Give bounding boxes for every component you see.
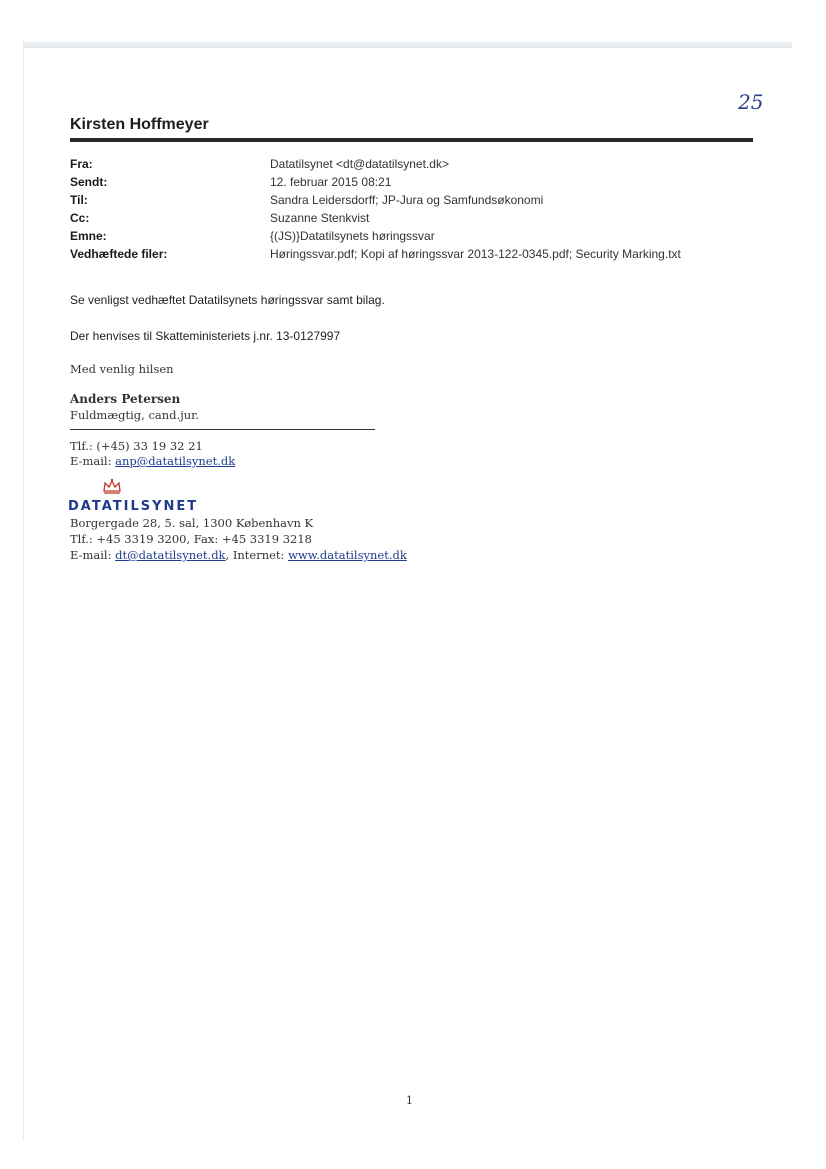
- signature-name: Anders Petersen: [70, 392, 181, 406]
- signature-greeting: Med venlig hilsen: [70, 362, 174, 376]
- header-value: {(JS)}Datatilsynets høringssvar: [270, 229, 435, 243]
- handwritten-page-mark: 25: [738, 90, 764, 114]
- header-row-sent: [70, 173, 760, 191]
- org-contact-line: [70, 548, 407, 562]
- header-label: Til:: [70, 193, 88, 207]
- email-headers: [70, 155, 760, 263]
- header-row-to: [70, 191, 760, 209]
- email-link[interactable]: anp@datatilsynet.dk: [115, 454, 236, 468]
- scan-edge: [23, 40, 24, 1140]
- header-row-from: [70, 155, 760, 173]
- header-row-subject: [70, 227, 760, 245]
- org-phone-fax: Tlf.: +45 3319 3200, Fax: +45 3319 3218: [70, 532, 312, 546]
- scan-strip: [24, 42, 792, 48]
- org-address: Borgergade 28, 5. sal, 1300 København K: [70, 516, 314, 530]
- org-website-link[interactable]: www.datatilsynet.dk: [288, 548, 407, 562]
- header-label: Vedhæftede filer:: [70, 247, 168, 261]
- header-rule: [70, 138, 753, 142]
- header-value: 12. februar 2015 08:21: [270, 175, 392, 189]
- header-value: Suzanne Stenkvist: [270, 211, 370, 225]
- org-email-link[interactable]: dt@datatilsynet.dk: [115, 548, 226, 562]
- email-label: E-mail:: [70, 454, 116, 468]
- page-number: 1: [406, 1094, 413, 1107]
- signature-email-line: [70, 454, 235, 468]
- header-row-attachments: [70, 245, 760, 263]
- header-label: Emne:: [70, 229, 107, 243]
- org-logo: DATATILSYNET: [68, 499, 199, 514]
- header-label: Cc:: [70, 211, 90, 225]
- sender-name: Kirsten Hoffmeyer: [70, 116, 209, 133]
- attachment-list: Høringssvar.pdf; Kopi af høringssvar 2013-122-0345.pdf; Security Marking.txt: [270, 247, 681, 261]
- crown-icon: [102, 478, 122, 494]
- body-paragraph: Der henvises til Skatteministeriets j.nr. 13-0127997: [70, 329, 341, 343]
- header-value: Datatilsynet <dt@datatilsynet.dk>: [270, 157, 449, 171]
- header-row-cc: [70, 209, 760, 227]
- signature-rule: [70, 429, 375, 430]
- org-internet-label: , Internet:: [225, 548, 289, 562]
- header-label: Sendt:: [70, 175, 108, 189]
- org-email-label: E-mail:: [70, 548, 116, 562]
- body-paragraph: Se venligst vedhæftet Datatilsynets høringssvar samt bilag.: [70, 293, 385, 307]
- header-value: Sandra Leidersdorff; JP-Jura og Samfundsøkonomi: [270, 193, 544, 207]
- signature-title: Fuldmægtig, cand.jur.: [70, 408, 200, 422]
- header-label: Fra:: [70, 157, 93, 171]
- signature-phone: Tlf.: (+45) 33 19 32 21: [70, 439, 203, 453]
